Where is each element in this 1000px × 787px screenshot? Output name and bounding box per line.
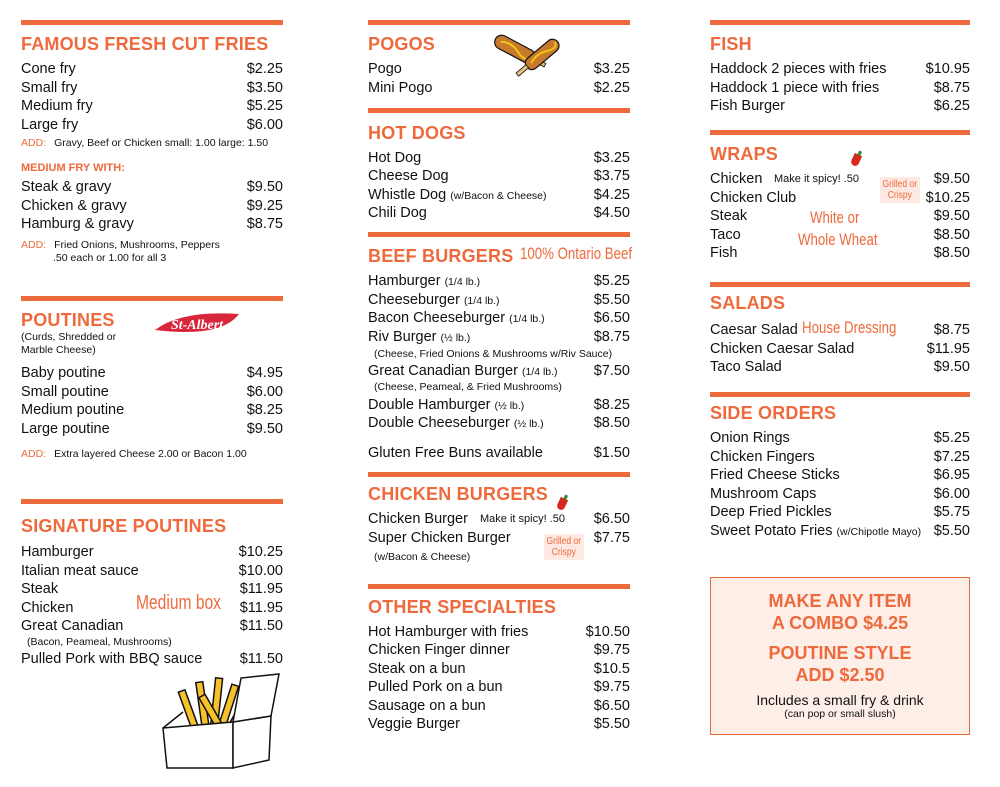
section-title: POUTINES <box>21 310 115 330</box>
ontario-beef-tagline: 100% Ontario Beef <box>520 244 633 263</box>
section-fries: FAMOUS FRESH CUT FRIES Cone fry $2.25 Small fry $3.50 Medium fry $5.25 Large fry $6.00 ADD: Gravy, Beef or Chicken small: 1.00 large: 1.50 MEDIUM FRY WITH: Steak & gravy $9.50 Chicken & gravy $9.25 Hamburg & gravy $8.75 ADD: Fried Onions, Mushrooms, Peppers .50 each or 1.00 for all 3 <box>21 20 283 25</box>
chili-pepper-icon <box>556 497 568 511</box>
combo-drink-note: (can pop or small slush) <box>784 708 896 720</box>
section-title: CHICKEN BURGERS <box>368 484 549 504</box>
item-note: (w/Bacon & Cheese) <box>374 551 471 563</box>
add-note: ADD: Fried Onions, Mushrooms, Peppers <box>21 239 220 251</box>
item-note: (Cheese, Fried Onions & Mushrooms w/Riv Sauce) <box>374 348 613 360</box>
combo-box <box>710 577 970 735</box>
poutine-desc: Marble Cheese) <box>21 344 96 356</box>
section-title: FAMOUS FRESH CUT FRIES <box>21 34 269 54</box>
section-title: POGOS <box>368 34 436 54</box>
combo-line: MAKE ANY ITEM <box>768 591 912 611</box>
section-divider <box>710 392 970 397</box>
section-title: SALADS <box>710 293 786 313</box>
wrap-type-label: White or <box>810 208 860 227</box>
section-divider <box>368 232 630 237</box>
section-title: SIDE ORDERS <box>710 403 837 423</box>
item-note: (Bacon, Peameal, Mushrooms) <box>27 636 172 648</box>
medium-fry-with-label: MEDIUM FRY WITH: <box>21 162 125 174</box>
grilled-crispy-tag: Grilled or Crispy <box>880 177 920 203</box>
section-divider <box>21 20 283 25</box>
section-divider <box>21 499 283 504</box>
spicy-note: Make it spicy! .50 <box>480 513 565 525</box>
st-albert-logo <box>151 308 243 342</box>
section-divider <box>21 296 283 301</box>
section-title: HOT DOGS <box>368 123 466 143</box>
combo-line: POUTINE STYLE <box>768 643 912 663</box>
section-divider <box>368 108 630 113</box>
combo-includes: Includes a small fry & drink <box>756 692 924 708</box>
section-title: OTHER SPECIALTIES <box>368 597 557 617</box>
section-wraps: WRAPS Chicken $9.50 Make it spicy! .50 Grilled or Crispy Chicken Club $10.25 Steak $9.50 Taco $8.50 Fish $8.50 White or Whole Wheat <box>710 130 970 135</box>
combo-line: ADD $2.50 <box>795 665 885 685</box>
grilled-crispy-tag: Grilled or Crispy <box>544 534 584 560</box>
section-pogos: POGOS Pogo $3.25 Mini Pogo $2.25 <box>368 20 630 25</box>
add-note-line2: .50 each or 1.00 for all 3 <box>53 252 167 264</box>
fries-box-icon <box>161 672 281 772</box>
spicy-note: Make it spicy! .50 <box>774 173 859 185</box>
section-poutines: POUTINES (Curds, Shredded or Marble Cheese) St-Albert Baby poutine $4.95 Small poutine $6.00 Medium poutine $8.25 Large poutine $9.50 ADD: Extra layered Cheese 2.00 or Bacon 1.00 <box>21 296 283 301</box>
house-dressing-label: House Dressing <box>802 318 897 337</box>
section-title: WRAPS <box>710 144 778 164</box>
section-other-specialties: OTHER SPECIALTIES Hot Hamburger with fries $10.50 Chicken Finger dinner $9.75 Steak on a bun $10.5 Pulled Pork on a bun $9.75 Sausage on a bun $6.50 Veggie Burger $5.50 <box>368 584 630 589</box>
medium-box-label: Medium box <box>136 592 221 614</box>
section-divider <box>368 20 630 25</box>
wrap-type-label: Whole Wheat <box>798 230 878 249</box>
section-divider <box>368 584 630 589</box>
section-title: BEEF BURGERS <box>368 246 514 266</box>
section-salads: SALADS Caesar Salad $8.75 House Dressing Chicken Caesar Salad $11.95 Taco Salad $9.50 <box>710 282 970 287</box>
section-divider <box>368 472 630 477</box>
section-fish: FISH Haddock 2 pieces with fries $10.95 Haddock 1 piece with fries $8.75 Fish Burger $6.25 <box>710 20 970 25</box>
svg-text:St-Albert: St-Albert <box>170 318 224 333</box>
add-note: ADD: Gravy, Beef or Chicken small: 1.00 large: 1.50 <box>21 137 269 149</box>
section-hot-dogs: HOT DOGS Hot Dog $3.25 Cheese Dog $3.75 Whistle Dog (w/Bacon & Cheese) $4.25 Chili Dog $4.50 <box>368 108 630 113</box>
section-divider <box>710 20 970 25</box>
add-note: ADD: Extra layered Cheese 2.00 or Bacon 1.00 <box>21 448 247 460</box>
section-divider <box>710 130 970 135</box>
section-title: FISH <box>710 34 752 54</box>
section-chicken-burgers: CHICKEN BURGERS Chicken Burger $6.50 Make it spicy! .50 Super Chicken Burger $7.75 (w/Bacon & Cheese) Grilled or Crispy <box>368 472 630 477</box>
section-divider <box>710 282 970 287</box>
chili-pepper-icon <box>850 153 862 167</box>
item-note: (Cheese, Peameal, & Fried Mushrooms) <box>374 381 562 393</box>
pogo-icon <box>488 32 568 82</box>
section-side-orders: SIDE ORDERS Onion Rings $5.25 Chicken Fingers $7.25 Fried Cheese Sticks $6.95 Mushroom Caps $6.00 Deep Fried Pickles $5.75 Sweet Potato Fries (w/Chipotle Mayo) $5.50 <box>710 392 970 397</box>
section-title: SIGNATURE POUTINES <box>21 516 227 536</box>
section-signature-poutines: SIGNATURE POUTINES Hamburger $10.25 Italian meat sauce $10.00 Steak $11.95 Chicken $11.95 Great Canadian $11.50 (Bacon, Peameal, Mushrooms) Pulled Pork with BBQ sauce $11.50 Medium box <box>21 499 283 504</box>
section-beef-burgers: BEEF BURGERS 100% Ontario Beef Hamburger (1/4 lb.) $5.25 Cheeseburger (1/4 lb.) $5.50 Bacon Cheeseburger (1/4 lb.) $6.50 Riv Burger (½ lb.) $8.75 (Cheese, Fried Onions & Mushrooms w/Riv Sauce) Great Canadian Burger (1/4 lb.) $7.50 (Cheese, Peameal, & Fried Mushrooms) Double Hamburger (½ lb.) $8.25 Double Cheeseburger (½ lb.) $8.50 Gluten Free Buns available $1.50 <box>368 232 630 237</box>
combo-line: A COMBO $4.25 <box>771 613 909 633</box>
poutine-desc: (Curds, Shredded or <box>21 331 117 343</box>
